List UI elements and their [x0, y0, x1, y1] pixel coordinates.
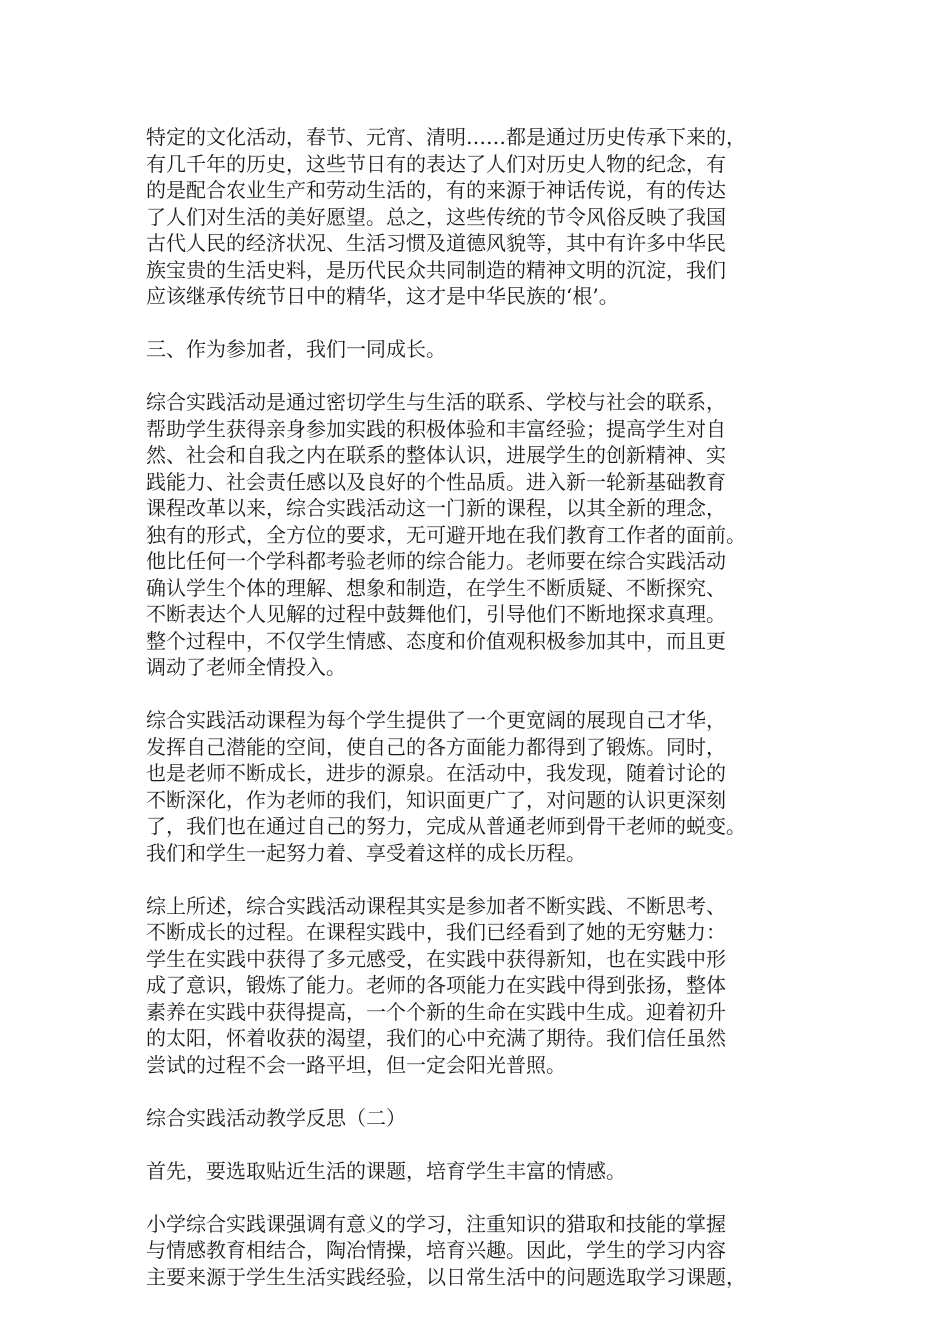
text-line: 成了意识，锻炼了能力。老师的各项能力在实践中得到张扬，整体 [146, 973, 726, 997]
paragraph-meaningful-learning [146, 1211, 816, 1291]
text-line: 与情感教育相结合，陶冶情操，培育兴趣。因此，学生的学习内容 [146, 1238, 726, 1262]
text-line: 族宝贵的生活史料，是历代民众共同制造的精神文明的沉淀，我们 [146, 257, 726, 282]
paragraph-heading-three [146, 336, 816, 363]
paragraph-festival-culture [146, 124, 816, 310]
text-line: 首先，要选取贴近生活的课题，培育学生丰富的情感。 [146, 1158, 626, 1183]
text-line: 小学综合实践课强调有意义的学习，注重知识的猎取和技能的掌握 [146, 1211, 726, 1236]
text-line: 三、作为参加者，我们一同成长。 [146, 337, 446, 361]
text-line: 综合实践活动教学反思（二） [146, 1105, 406, 1130]
text-line: 应该继承传统节日中的精华，这才是中华民族的‘根’。 [146, 284, 619, 308]
text-line: 尝试的过程不会一路平坦，但一定会阳光普照。 [146, 1052, 566, 1077]
text-line: 学生在实践中获得了多元感受，在实践中获得新知，也在实践中形 [146, 946, 726, 971]
text-line: 确认学生个体的理解、想象和制造，在学生不断质疑、不断探究、 [146, 575, 726, 600]
text-line: 然、社会和自我之内在联系的整体认识，进展学生的创新精神、实 [146, 443, 726, 467]
paragraph-practice-activity [146, 389, 816, 681]
text-line: 他比任何一个学科都考验老师的综合能力。老师要在综合实践活动 [146, 549, 726, 573]
text-line: 不断表达个人见解的过程中鼓舞他们，引导他们不断地探求真理。 [146, 602, 726, 626]
text-line: 整个过程中，不仅学生情感、态度和价值观积极参加其中，而且更 [146, 628, 726, 653]
text-line: 我们和学生一起努力着、享受着这样的成长历程。 [146, 840, 586, 865]
paragraph-summary [146, 893, 816, 1079]
text-line: 课程改革以来，综合实践活动这一门新的课程，以其全新的理念， [146, 496, 726, 520]
text-line: 综合实践活动是通过密切学生与生活的联系、学校与社会的联系， [146, 390, 726, 414]
text-line: 不断成长的过程。在课程实践中，我们已经看到了她的无穷魅力： [146, 920, 726, 944]
text-line: 特定的文化活动，春节、元宵、清明……都是通过历史传承下来的， [146, 125, 746, 149]
text-line: 帮助学生获得亲身参加实践的积极体验和丰富经验；提高学生对自 [146, 416, 726, 441]
text-line: 素养在实践中获得提高，一个个新的生命在实践中生成。迎着初升 [146, 999, 726, 1024]
text-line: 发挥自己潜能的空间，使自己的各方面能力都得到了锻炼。同时， [146, 734, 726, 759]
text-line: 综合实践活动课程为每个学生提供了一个更宽阔的展现自己才华， [146, 708, 726, 732]
text-line: 综上所述，综合实践活动课程其实是参加者不断实践、不断思考、 [146, 893, 726, 918]
text-line: 调动了老师全情投入。 [146, 655, 346, 679]
paragraph-first-point [146, 1158, 816, 1185]
text-line: 践能力、社会责任感以及良好的个性品质。进入新一轮新基础教育 [146, 469, 726, 494]
text-line: 了人们对生活的美好愿望。总之，这些传统的节令风俗反映了我国 [146, 204, 726, 229]
text-line: 的是配合农业生产和劳动生活的，有的来源于神话传说，有的传达 [146, 178, 726, 202]
paragraph-growth-space [146, 707, 816, 866]
text-line: 有几千年的历史，这些节日有的表达了人们对历史人物的纪念，有 [146, 151, 726, 176]
text-line: 主要来源于学生生活实践经验，以日常生活中的问题选取学习课题， [146, 1264, 746, 1289]
text-line: 的太阳，怀着收获的渴望，我们的心中充满了期待。我们信任虽然 [146, 1026, 726, 1050]
text-line: 不断深化，作为老师的我们，知识面更广了，对问题的认识更深刻 [146, 787, 726, 812]
text-line: 也是老师不断成长，进步的源泉。在活动中，我发现，随着讨论的 [146, 761, 726, 785]
text-line: 古代人民的经济状况、生活习惯及道德风貌等，其中有许多中华民 [146, 231, 726, 255]
text-line: 独有的形式，全方位的要求，无可避开地在我们教育工作者的面前。 [146, 522, 746, 547]
document-body [146, 124, 816, 1317]
paragraph-section-title-two [146, 1105, 816, 1132]
text-line: 了，我们也在通过自己的努力，完成从普通老师到骨干老师的蜕变。 [146, 814, 746, 838]
